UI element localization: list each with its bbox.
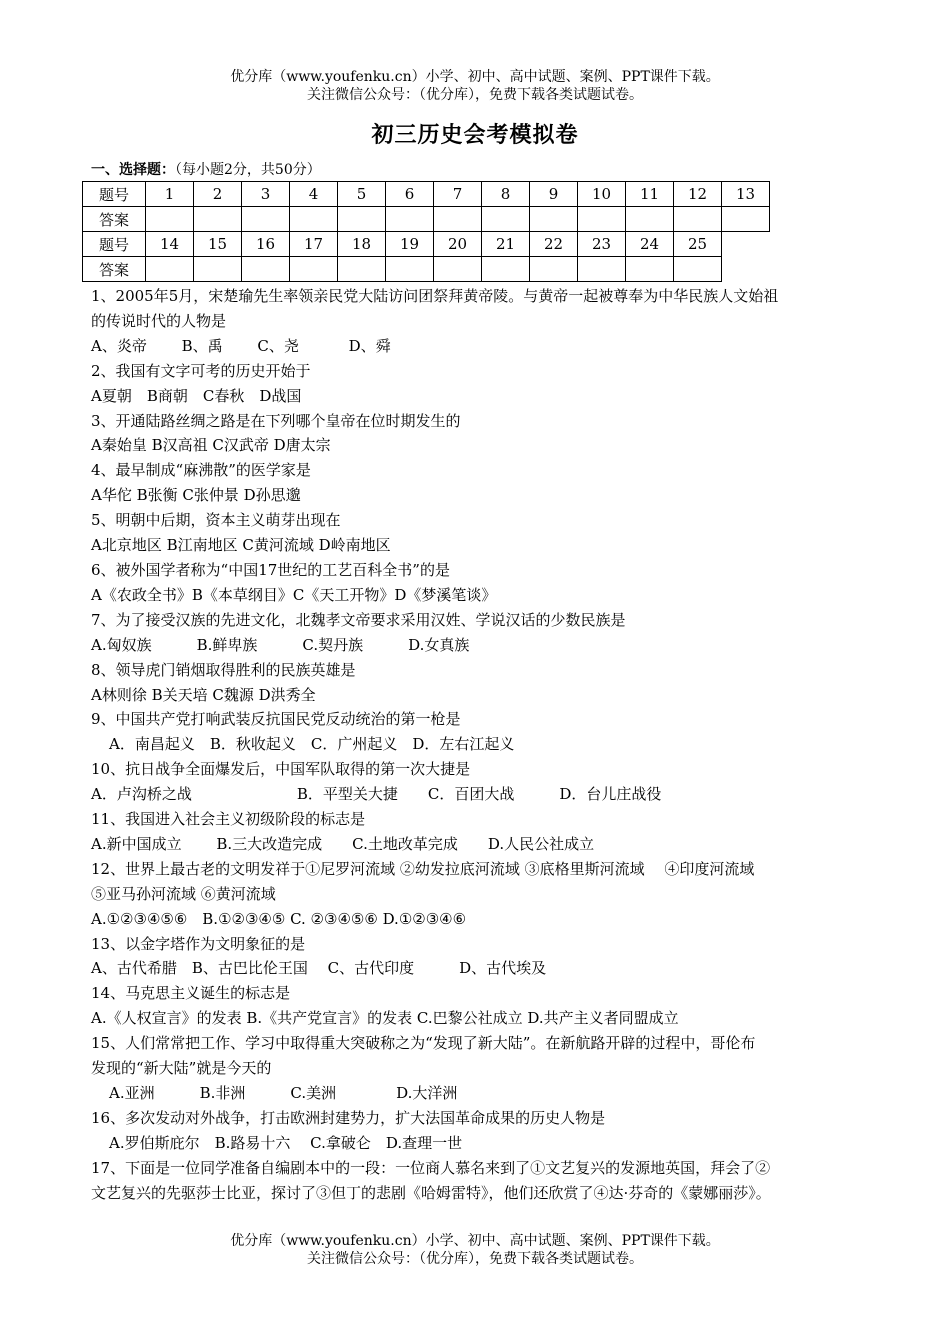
question-number: 20 <box>434 232 482 257</box>
question-options: A.罗伯斯庇尔 B.路易十六 C.拿破仑 D.查理一世 <box>109 1133 463 1152</box>
answer-cell[interactable] <box>338 207 386 232</box>
question-list <box>91 284 871 1206</box>
question-number: 7 <box>434 182 482 207</box>
question-number: 19 <box>386 232 434 257</box>
question-line: 15、人们常常把工作、学习中取得重大突破称之为“发现了新大陆”。在新航路开辟的过程中，哥伦布 <box>91 1034 756 1053</box>
answer-cell[interactable] <box>434 207 482 232</box>
question-number: 25 <box>674 232 722 257</box>
question-options: A、古代希腊 B、古巴比伦王国 C、古代印度 D、古代埃及 <box>91 959 547 978</box>
question-options: A.亚洲 B.非洲 C.美洲 D.大洋洲 <box>109 1084 458 1102</box>
footer-line-1: 优分库（www.youfenku.cn）小学、初中、高中试题、案例、PPT课件下载。 <box>230 1233 720 1249</box>
question-options: A北京地区 B江南地区 C黄河流域 D岭南地区 <box>91 536 391 555</box>
answer-cell[interactable] <box>434 257 482 282</box>
answer-table-answer-row-1 <box>83 207 770 232</box>
answer-cell[interactable] <box>290 207 338 232</box>
answer-cell[interactable] <box>626 207 674 232</box>
question-number: 14 <box>146 232 194 257</box>
question-options: A．卢沟桥之战 B．平型关大捷 C．百团大战 D．台儿庄战役 <box>91 785 662 804</box>
question-line: 16、多次发动对外战争，打击欧洲封建势力，扩大法国革命成果的历史人物是 <box>91 1108 606 1127</box>
question-number: 13 <box>722 182 770 207</box>
section-heading-label: 一、选择题： <box>91 162 175 178</box>
question-line: ⑤亚马孙河流域 ⑥黄河流域 <box>91 884 276 903</box>
question-line: 7、为了接受汉族的先进文化，北魏孝文帝要求采用汉姓、学说汉话的少数民族是 <box>91 610 626 629</box>
question-options: A林则徐 B关天培 C魏源 D洪秀全 <box>91 685 316 704</box>
question-line: 11、我国进入社会主义初级阶段的标志是 <box>91 810 366 829</box>
question-line: 13、以金字塔作为文明象征的是 <box>91 934 306 953</box>
question-number: 18 <box>338 232 386 257</box>
footer-line-2: 关注微信公众号：（优分库），免费下载各类试题试卷。 <box>307 1251 643 1267</box>
question-number: 15 <box>194 232 242 257</box>
answer-cell[interactable] <box>386 207 434 232</box>
answer-cell[interactable] <box>530 207 578 232</box>
answer-cell[interactable] <box>578 257 626 282</box>
answer-label: 答案 <box>83 257 146 282</box>
answer-cell[interactable] <box>242 207 290 232</box>
question-number: 24 <box>626 232 674 257</box>
question-options: A《农政全书》B《本草纲目》C《天工开物》D《梦溪笔谈》 <box>91 585 497 604</box>
number-label: 题号 <box>83 182 146 207</box>
page-header <box>0 68 950 104</box>
number-label: 题号 <box>83 232 146 257</box>
answer-cell[interactable] <box>674 257 722 282</box>
answer-cell[interactable] <box>338 257 386 282</box>
page-footer <box>0 1232 950 1268</box>
answer-table-number-row-1 <box>83 182 770 207</box>
answer-table <box>82 181 770 282</box>
answer-cell[interactable] <box>386 257 434 282</box>
answer-table-number-row-2 <box>83 232 770 257</box>
answer-cell[interactable] <box>482 207 530 232</box>
question-options: A夏朝 B商朝 C春秋 D战国 <box>91 386 302 405</box>
question-number: 22 <box>530 232 578 257</box>
question-line: 1、2005年5月，宋楚瑜先生率领亲民党大陆访问团祭拜黄帝陵。与黄帝一起被尊奉为中华民族人文始祖 <box>91 287 779 305</box>
header-line-1: 优分库（www.youfenku.cn）小学、初中、高中试题、案例、PPT课件下载。 <box>230 69 720 85</box>
section-heading <box>91 159 321 179</box>
answer-cell[interactable] <box>578 207 626 232</box>
answer-cell[interactable] <box>146 207 194 232</box>
question-options: A、炎帝 B、禹 C、尧 D、舜 <box>91 336 391 355</box>
question-number: 4 <box>290 182 338 207</box>
question-line: 9、中国共产党打响武装反抗国民党反动统治的第一枪是 <box>91 710 461 729</box>
question-line: 17、下面是一位同学准备自编剧本中的一段：一位商人慕名来到了①文艺复兴的发源地英国，拜会了② <box>91 1158 771 1177</box>
question-options: A华佗 B张衡 C张仲景 D孙思邈 <box>91 486 301 505</box>
question-options: A.①②③④⑤⑥ B.①②③④⑤ C. ②③④⑤⑥ D.①②③④⑥ <box>91 909 467 928</box>
question-number: 16 <box>242 232 290 257</box>
question-number: 11 <box>626 182 674 207</box>
answer-label: 答案 <box>83 207 146 232</box>
question-line: 14、马克思主义诞生的标志是 <box>91 984 291 1003</box>
question-options: A.匈奴族 B.鲜卑族 C.契丹族 D.女真族 <box>91 635 470 654</box>
question-number: 17 <box>290 232 338 257</box>
answer-cell[interactable] <box>146 257 194 282</box>
question-line: 12、世界上最古老的文明发祥于①尼罗河流域 ②幼发拉底河流域 ③底格里斯河流域 ④印度河流域 <box>91 859 755 878</box>
question-options: A．南昌起义 B．秋收起义 C．广州起义 D．左右江起义 <box>109 735 515 754</box>
question-number: 5 <box>338 182 386 207</box>
question-number: 12 <box>674 182 722 207</box>
question-line: 10、抗日战争全面爆发后，中国军队取得的第一次大捷是 <box>91 760 471 779</box>
question-number: 8 <box>482 182 530 207</box>
answer-table-answer-row-2 <box>83 257 770 282</box>
section-heading-note: （每小题2分，共50分） <box>175 162 321 178</box>
question-number: 21 <box>482 232 530 257</box>
question-number: 2 <box>194 182 242 207</box>
question-options: A.新中国成立 B.三大改造完成 C.土地改革完成 D.人民公社成立 <box>91 834 595 853</box>
question-line: 6、被外国学者称为“中国17世纪的工艺百科全书”的是 <box>91 560 450 579</box>
answer-cell[interactable] <box>626 257 674 282</box>
answer-cell[interactable] <box>290 257 338 282</box>
answer-cell[interactable] <box>530 257 578 282</box>
question-line: 发现的“新大陆”就是今天的 <box>91 1059 272 1078</box>
question-line: 2、我国有文字可考的历史开始于 <box>91 361 311 380</box>
empty-cell <box>722 232 770 257</box>
answer-cell[interactable] <box>242 257 290 282</box>
question-options: A秦始皇 B汉高祖 C汉武帝 D唐太宗 <box>91 436 331 455</box>
question-line: 4、最早制成“麻沸散”的医学家是 <box>91 461 311 480</box>
empty-cell <box>722 257 770 282</box>
answer-cell[interactable] <box>722 207 770 232</box>
question-number: 9 <box>530 182 578 207</box>
question-number: 10 <box>578 182 626 207</box>
answer-cell[interactable] <box>674 207 722 232</box>
header-line-2: 关注微信公众号：（优分库），免费下载各类试题试卷。 <box>307 87 643 103</box>
answer-cell[interactable] <box>194 257 242 282</box>
question-line: 8、领导虎门销烟取得胜利的民族英雄是 <box>91 660 356 679</box>
question-number: 23 <box>578 232 626 257</box>
page-title: 初三历史会考模拟卷 <box>371 122 579 148</box>
question-line: 的传说时代的人物是 <box>91 311 227 330</box>
answer-cell[interactable] <box>194 207 242 232</box>
question-number: 1 <box>146 182 194 207</box>
question-number: 3 <box>242 182 290 207</box>
question-number: 6 <box>386 182 434 207</box>
question-line: 文艺复兴的先驱莎士比亚，探讨了③但丁的悲剧《哈姆雷特》，他们还欣赏了④达·芬奇的《蒙娜丽莎》。 <box>91 1183 771 1202</box>
question-options: A.《人权宣言》的发表 B.《共产党宣言》的发表 C.巴黎公社成立 D.共产主义者同盟成立 <box>91 1009 679 1028</box>
question-line: 3、开通陆路丝绸之路是在下列哪个皇帝在位时期发生的 <box>91 411 461 430</box>
answer-cell[interactable] <box>482 257 530 282</box>
question-line: 5、明朝中后期，资本主义萌芽出现在 <box>91 511 341 530</box>
